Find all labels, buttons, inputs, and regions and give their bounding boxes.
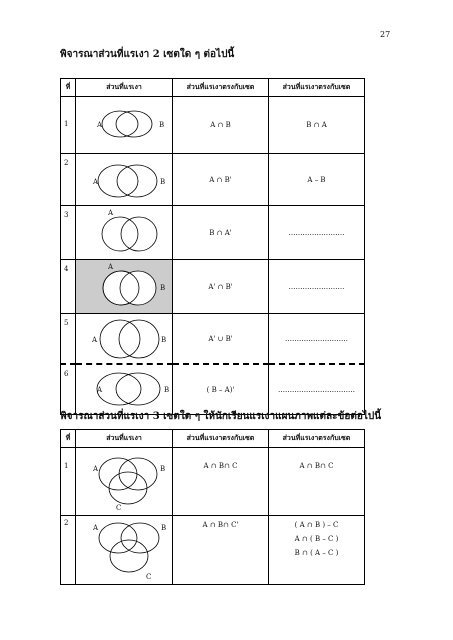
set-c-label: C (146, 573, 152, 581)
venn-three-sets (76, 448, 172, 513)
answer-blank: …………………… (269, 260, 365, 314)
header-set-2: ส่วนที่แรเงาตรงกับเซต (269, 430, 365, 448)
venn-two-sets (76, 365, 172, 412)
answer-blank: ……………………… (269, 314, 365, 365)
set-expression: A' ∩ B' (173, 260, 269, 314)
answer-blank: …………………………… (269, 364, 365, 415)
set-b-label: B (160, 284, 166, 292)
row-number: 1 (64, 120, 69, 128)
shaded-cell (76, 260, 173, 314)
set-expression-alt: A ∩ B∩ C (269, 448, 365, 516)
set-b-label: B (161, 524, 167, 532)
set-a-label: A (93, 178, 99, 186)
set-expression-alt: B ∩ A (269, 97, 365, 154)
row-number: 2 (64, 159, 69, 167)
answer-blank: …………………… (269, 206, 365, 260)
table-row (61, 516, 365, 585)
table-header-row (61, 430, 365, 448)
set-expression-item: B ∩ ( A – C ) (294, 549, 339, 557)
two-set-table (60, 78, 365, 415)
header-set-2: ส่วนที่แรเงาตรงกับเซต (269, 79, 365, 97)
set-expression-alt: A – B (269, 154, 365, 206)
set-expression-list (269, 516, 365, 585)
set-expression: A' ∪ B' (173, 314, 269, 365)
page-number: 27 (380, 30, 391, 39)
venn-two-sets (76, 97, 172, 151)
set-b-label: B (161, 336, 167, 344)
header-shaded: ส่วนที่แรเงา (76, 430, 173, 448)
section1-title: พิจารณาส่วนที่แรเงา 2 เซตใด ๆ ต่อไปนี้ (60, 49, 235, 60)
header-set-1: ส่วนที่แรเงาตรงกับเซต (173, 79, 269, 97)
table-row (61, 260, 365, 314)
header-no: ที่ (61, 79, 76, 97)
three-set-table (60, 429, 365, 585)
row-number: 4 (64, 265, 69, 273)
set-a-label: A (97, 121, 103, 129)
set-a-label: A (108, 209, 114, 217)
set-b-label: B (164, 386, 170, 394)
table-row (61, 364, 365, 415)
set-b-label: B (160, 465, 166, 473)
set-a-label: A (108, 263, 114, 271)
set-expression: ( B – A)' (173, 364, 269, 415)
table-row (61, 206, 365, 260)
row-number: 5 (64, 319, 69, 327)
set-a-label: A (92, 336, 98, 344)
set-a-label: A (93, 524, 99, 532)
row-number: 6 (64, 370, 69, 378)
set-expression-item: A ∩ ( B – C ) (294, 535, 339, 543)
venn-two-sets-complement-shaded (76, 260, 172, 311)
set-expression: A ∩ B∩ C' (173, 516, 269, 585)
set-expression: A ∩ B∩ C (173, 448, 269, 516)
venn-three-sets (76, 516, 172, 582)
set-b-label: B (160, 178, 166, 186)
set-expression: A ∩ B' (173, 154, 269, 206)
table-header-row (61, 79, 365, 97)
venn-two-sets (76, 314, 172, 361)
header-shaded: ส่วนที่แรเงา (76, 79, 173, 97)
set-expression: B ∩ A' (173, 206, 269, 260)
table-row (61, 314, 365, 365)
row-number: 1 (64, 462, 69, 470)
venn-two-sets (76, 206, 172, 257)
set-b-label: B (159, 121, 165, 129)
section2-title: พิจารณาส่วนที่แรเงา 3 เซตใด ๆ ให้นักเรียนแรเงาแผนภาพแต่ละข้อต่อไปนี้ (60, 411, 382, 422)
table-row (61, 97, 365, 154)
table-row (61, 154, 365, 206)
header-set-1: ส่วนที่แรเงาตรงกับเซต (173, 430, 269, 448)
set-c-label: C (116, 504, 122, 512)
header-no: ที่ (61, 430, 76, 448)
row-number: 3 (64, 211, 69, 219)
venn-two-sets (76, 154, 172, 203)
set-expression: A ∩ B (173, 97, 269, 154)
set-expression-item: ( A ∩ B ) – C (294, 521, 339, 529)
row-number: 2 (64, 519, 69, 527)
table-row (61, 448, 365, 516)
set-a-label: A (97, 386, 103, 394)
set-a-label: A (93, 465, 99, 473)
